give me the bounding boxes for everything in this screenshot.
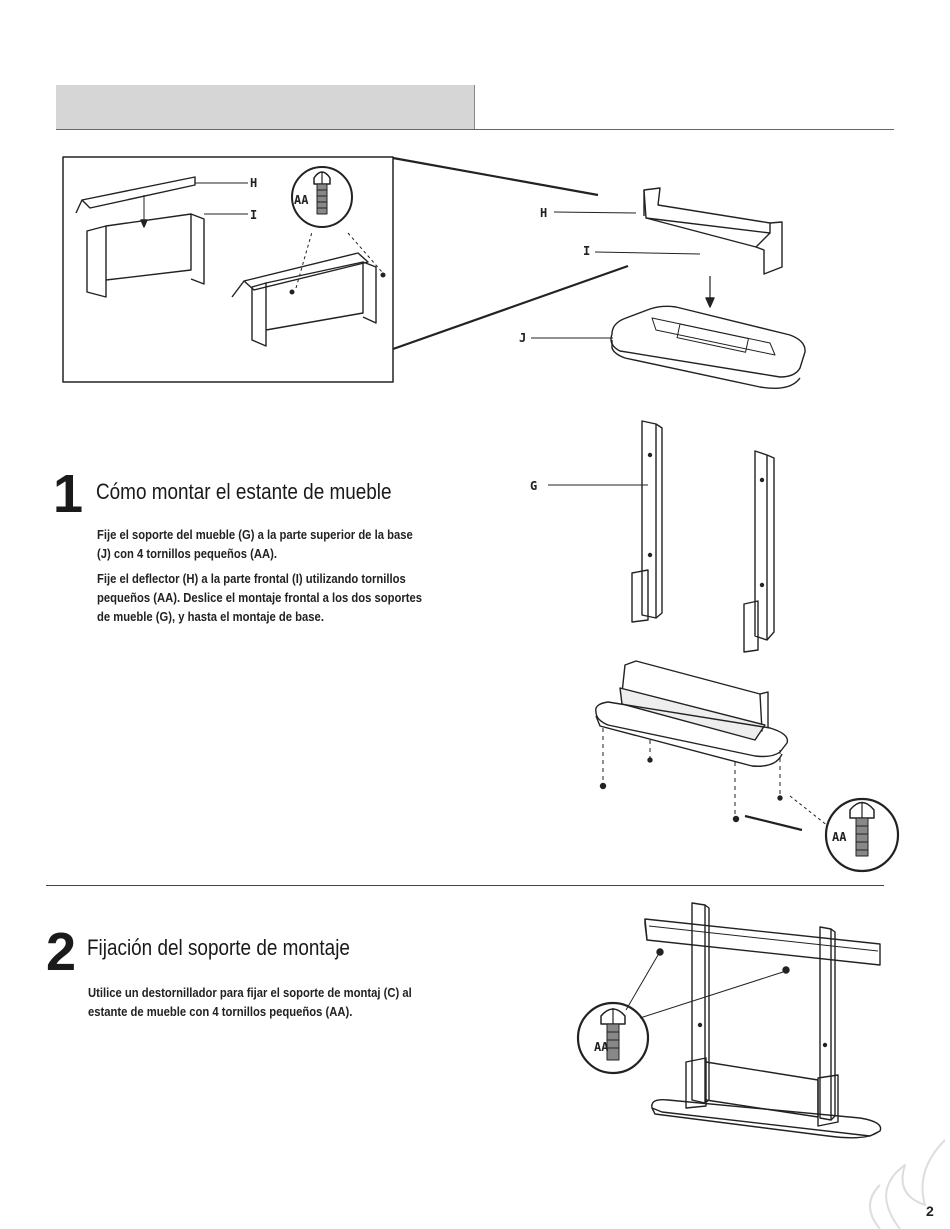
exploded-deflector-h	[554, 188, 782, 274]
post-g-right	[744, 451, 774, 652]
mount-assembly	[626, 903, 881, 1138]
step-2-title: Fijación del soporte de montaje	[87, 935, 350, 960]
post-g-left	[548, 421, 662, 622]
label-i: I	[583, 244, 591, 258]
label-j: J	[519, 331, 527, 345]
screw-callout-bottom	[578, 1003, 648, 1073]
inset-front-i	[87, 214, 248, 297]
label-h: H	[540, 206, 548, 220]
inset-frame	[63, 157, 393, 382]
step-2-instructions	[88, 984, 417, 1028]
step-1-paragraph-1: Fije el soporte del mueble (G) a la parte superior de la base (J) con 4 tornillos pequeños (AA).	[97, 528, 413, 561]
page-number: 2	[926, 1203, 934, 1219]
exploded-arrow	[706, 276, 714, 307]
step-1-paragraph-2: Fije el deflector (H) a la parte frontal (I) utilizando tornillos pequeños (AA). Deslice el montaje frontal a los dos soportes de mueble (G), y hasta el montaje de base.	[97, 572, 423, 624]
deflector-on-base	[596, 661, 828, 830]
inset-assembly	[232, 232, 385, 346]
inset-deflector-h	[76, 177, 248, 227]
label-aa-inset: AA	[294, 193, 309, 207]
section-divider	[46, 885, 884, 886]
step-2-paragraph-1: Utilice un destornillador para fijar el soporte de montaj (C) al estante de mueble con 4 tornillos pequeños (AA).	[88, 986, 412, 1019]
label-aa-mid: AA	[832, 830, 847, 844]
exploded-base-j	[531, 306, 805, 388]
label-g: G	[530, 479, 538, 493]
label-aa-bottom: AA	[594, 1040, 609, 1054]
step-1-title: Cómo montar el estante de mueble	[96, 479, 392, 504]
step-1-instructions	[97, 526, 426, 633]
label-h-inset: H	[250, 176, 258, 190]
step-2-number: 2	[46, 922, 75, 982]
label-i-inset: I	[250, 208, 258, 222]
step-1-number: 1	[53, 464, 82, 524]
